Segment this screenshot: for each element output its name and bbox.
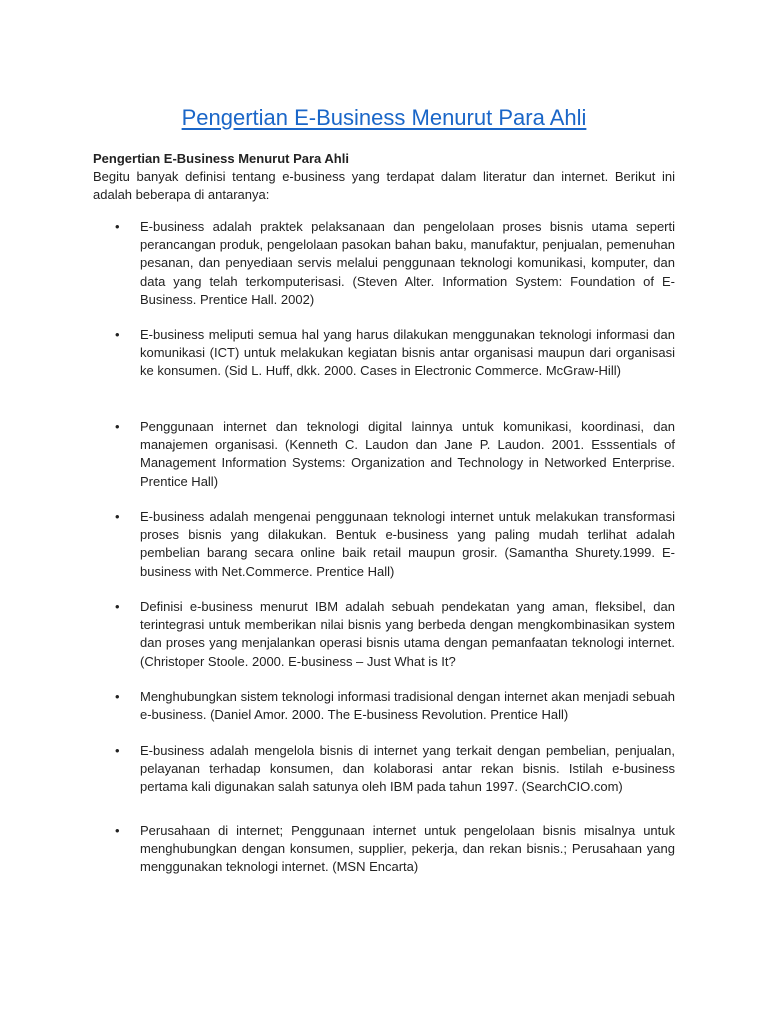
list-item-text: Penggunaan internet dan teknologi digital lainnya untuk komunikasi, koordinasi, dan manajemen organisasi. (Kenneth C. Laudon dan Jane P. Laudon. 2001. Esssentials of Management Information Systems: Organization and Technology in Networked Enterprise. Prentice Hall) — [140, 419, 675, 489]
bullet-icon: • — [115, 823, 120, 838]
list-item-text: E-business adalah mengelola bisnis di internet yang terkait dengan pembelian, penjualan, pelayanan terhadap konsumen, dan kolaborasi antar rekan bisnis. Istilah e-business pertama kali digunakan salah satunya oleh IBM pada tahun 1997. (SearchCIO.com) — [140, 743, 675, 795]
bullet-icon: • — [115, 743, 120, 758]
section-subheading: Pengertian E-Business Menurut Para Ahli — [93, 151, 349, 166]
list-item — [115, 598, 675, 671]
bullet-icon: • — [115, 509, 120, 524]
list-item-text: Definisi e-business menurut IBM adalah sebuah pendekatan yang aman, fleksibel, dan terintegrasi untuk memberikan nilai bisnis yang berbeda dengan mengkombinasikan system dan proses yang menjalankan operasi bisnis utama dengan pemanfaatan teknologi internet. (Christoper Stoole. 2000. E-business – Just What is It? — [140, 599, 675, 669]
document-title-link[interactable]: Pengertian E-Business Menurut Para Ahli — [181, 105, 587, 130]
list-item — [115, 742, 675, 797]
list-item — [115, 218, 675, 309]
list-item-text: Perusahaan di internet; Penggunaan internet untuk pengelolaan bisnis misalnya untuk menghubungkan dengan konsumen, supplier, pekerja, dan rekan bisnis.; Perusahaan yang menggunakan teknologi internet. (MSN Encarta) — [140, 823, 675, 875]
list-item — [115, 326, 675, 381]
intro-section — [93, 150, 675, 204]
bullet-icon: • — [115, 419, 120, 434]
list-item — [115, 822, 675, 877]
list-item-text: E-business adalah praktek pelaksanaan dan pengelolaan proses bisnis utama seperti perancangan produk, pengelolaan pasokan bahan baku, manufaktur, penjualan, pemenuhan pesanan, dan penyediaan servis melalui penggunaan teknologi komunikasi, komputer, dan data yang telah terkomputerisasi. (Steven Alter. Information System: Foundation of E-Business. Prentice Hall. 2002) — [140, 219, 675, 307]
list-item-text: E-business meliputi semua hal yang harus dilakukan menggunakan teknologi informasi dan komunikasi (ICT) untuk melakukan kegiatan bisnis antar organisasi maupun dari organisasi ke konsumen. (Sid L. Huff, dkk. 2000. Cases in Electronic Commerce. McGraw-Hill) — [140, 327, 675, 379]
bullet-icon: • — [115, 327, 120, 342]
bullet-icon: • — [115, 689, 120, 704]
list-item — [115, 508, 675, 581]
list-item — [115, 688, 675, 724]
intro-paragraph: Begitu banyak definisi tentang e-business yang terdapat dalam literatur dan internet. Berikut ini adalah beberapa di antaranya: — [93, 169, 675, 202]
list-item-text: Menghubungkan sistem teknologi informasi tradisional dengan internet akan menjadi sebuah e-business. (Daniel Amor. 2000. The E-business Revolution. Prentice Hall) — [140, 689, 675, 723]
bullet-icon: • — [115, 219, 120, 234]
list-item — [115, 418, 675, 491]
list-item-text: E-business adalah mengenai penggunaan teknologi internet untuk melakukan transformasi proses bisnis yang dilakukan. Bentuk e-business yang paling mudah terlihat adalah pembelian barang secara online baik retail maupun grosir. (Samantha Shurety.1999. E-business with Net.Commerce. Prentice Hall) — [140, 509, 675, 579]
bullet-icon: • — [115, 599, 120, 614]
